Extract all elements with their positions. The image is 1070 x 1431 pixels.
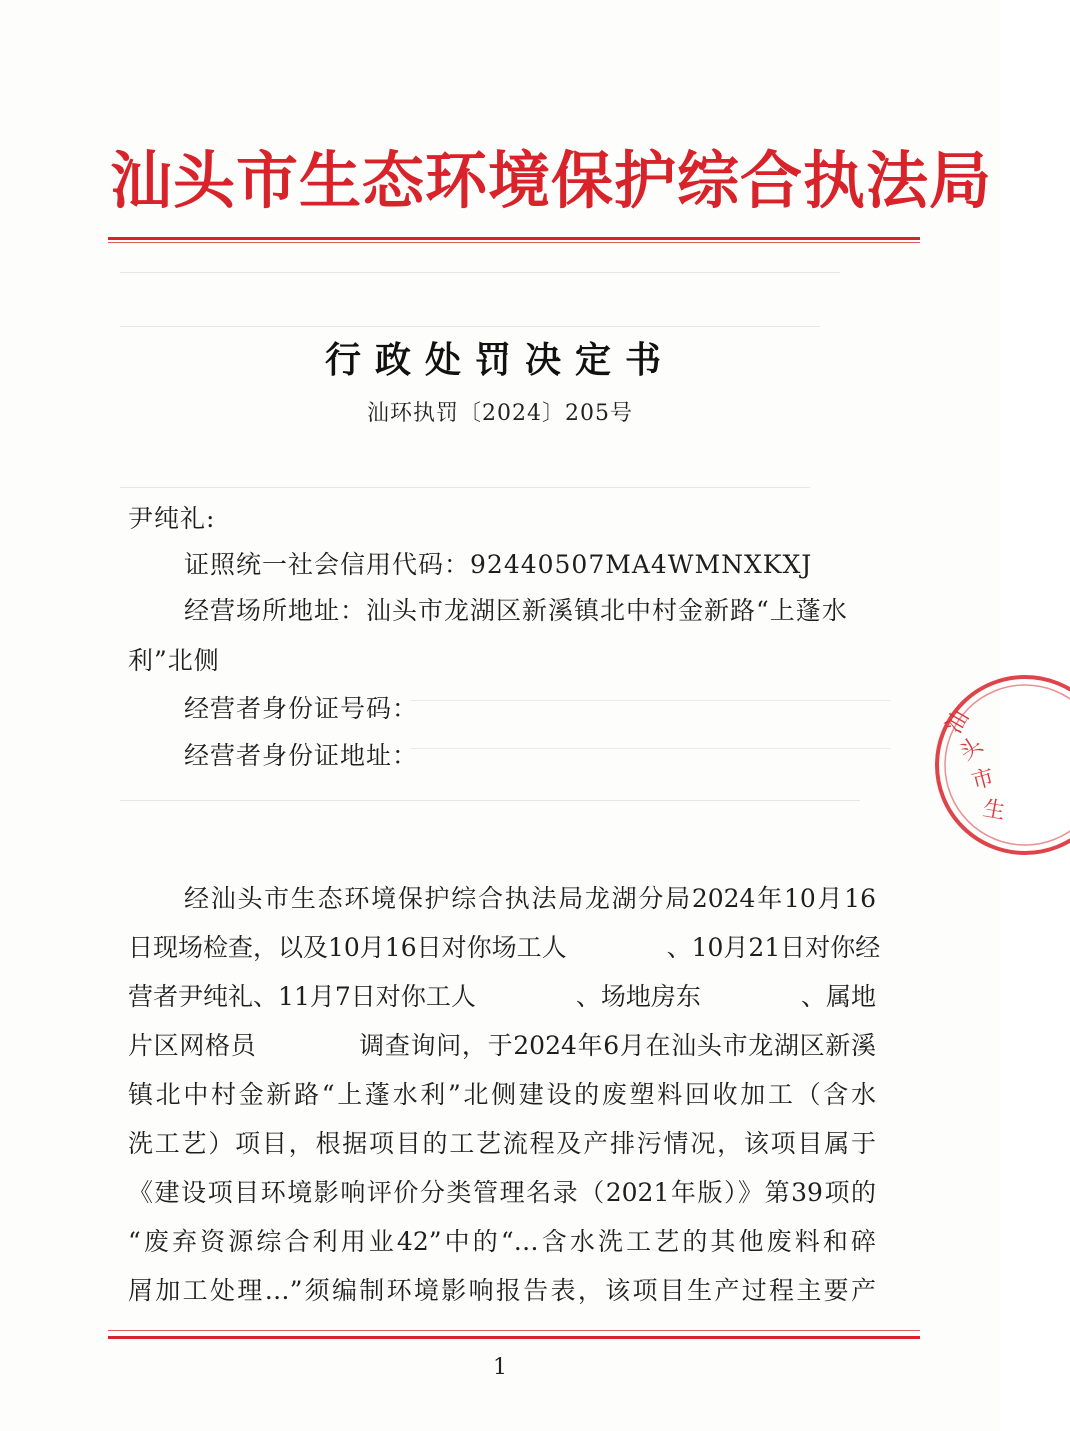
scan-artifact (410, 700, 890, 701)
footer-red-rule-thin (108, 1330, 920, 1331)
body-line-9: 屑加工处理…”须编制环境影响报告表，该项目生产过程主要产 (128, 1276, 876, 1305)
svg-text:头: 头 (955, 732, 988, 766)
business-address-line: 经营场所地址：汕头市龙湖区新溪镇北中村金新路“上蓬水 (184, 596, 848, 625)
letterhead-red-rule-thin (108, 242, 920, 243)
footer-red-rule (108, 1336, 920, 1339)
agency-letterhead-title: 汕头市生态环境保护综合执法局 (110, 144, 993, 217)
business-address-continued: 利”北侧 (128, 646, 220, 675)
operator-id-number-line: 经营者身份证号码： (184, 694, 419, 723)
body-line-8: “废弃资源综合利用业42”中的“…含水洗工艺的其他废料和碎 (128, 1227, 876, 1256)
page-number: 1 (493, 1355, 507, 1380)
body-line-3: 营者尹纯礼、11月7日对你工人 、场地房东 、属地 (128, 982, 876, 1011)
scan-artifact (120, 326, 820, 327)
scan-artifact (120, 800, 860, 801)
svg-text:汕: 汕 (941, 706, 975, 738)
body-line-7: 《建设项目环境影响评价分类管理名录（2021年版）》第39项的 (128, 1178, 876, 1207)
svg-text:生: 生 (980, 796, 1007, 825)
body-line-6: 洗工艺）项目，根据项目的工艺流程及产排污情况，该项目属于 (128, 1129, 876, 1158)
letterhead-red-rule (108, 237, 920, 240)
operator-id-address-line: 经营者身份证地址： (184, 741, 419, 770)
scan-artifact (120, 487, 810, 488)
body-line-2: 日现场检查，以及10月16日对你场工人 、10月21日对你经 (128, 933, 881, 962)
body-line-5: 镇北中村金新路“上蓬水利”北侧建设的废塑料回收加工（含水 (128, 1080, 876, 1109)
scan-artifact (120, 272, 840, 273)
document-number: 汕环执罚〔2024〕205号 (367, 401, 633, 426)
document-title: 行政处罚决定书 (324, 339, 675, 381)
party-name: 尹纯礼: (128, 504, 216, 533)
body-line-4: 片区网格员 调查询问，于2024年6月在汕头市龙湖区新溪 (128, 1031, 876, 1060)
svg-text:市: 市 (969, 764, 997, 795)
credit-code-line: 证照统一社会信用代码：92440507MA4WMNXKXJ (184, 550, 813, 579)
official-seal-icon (930, 665, 1070, 865)
scan-artifact (410, 748, 890, 749)
body-line-1: 经汕头市生态环境保护综合执法局龙湖分局2024年10月16 (184, 884, 876, 913)
